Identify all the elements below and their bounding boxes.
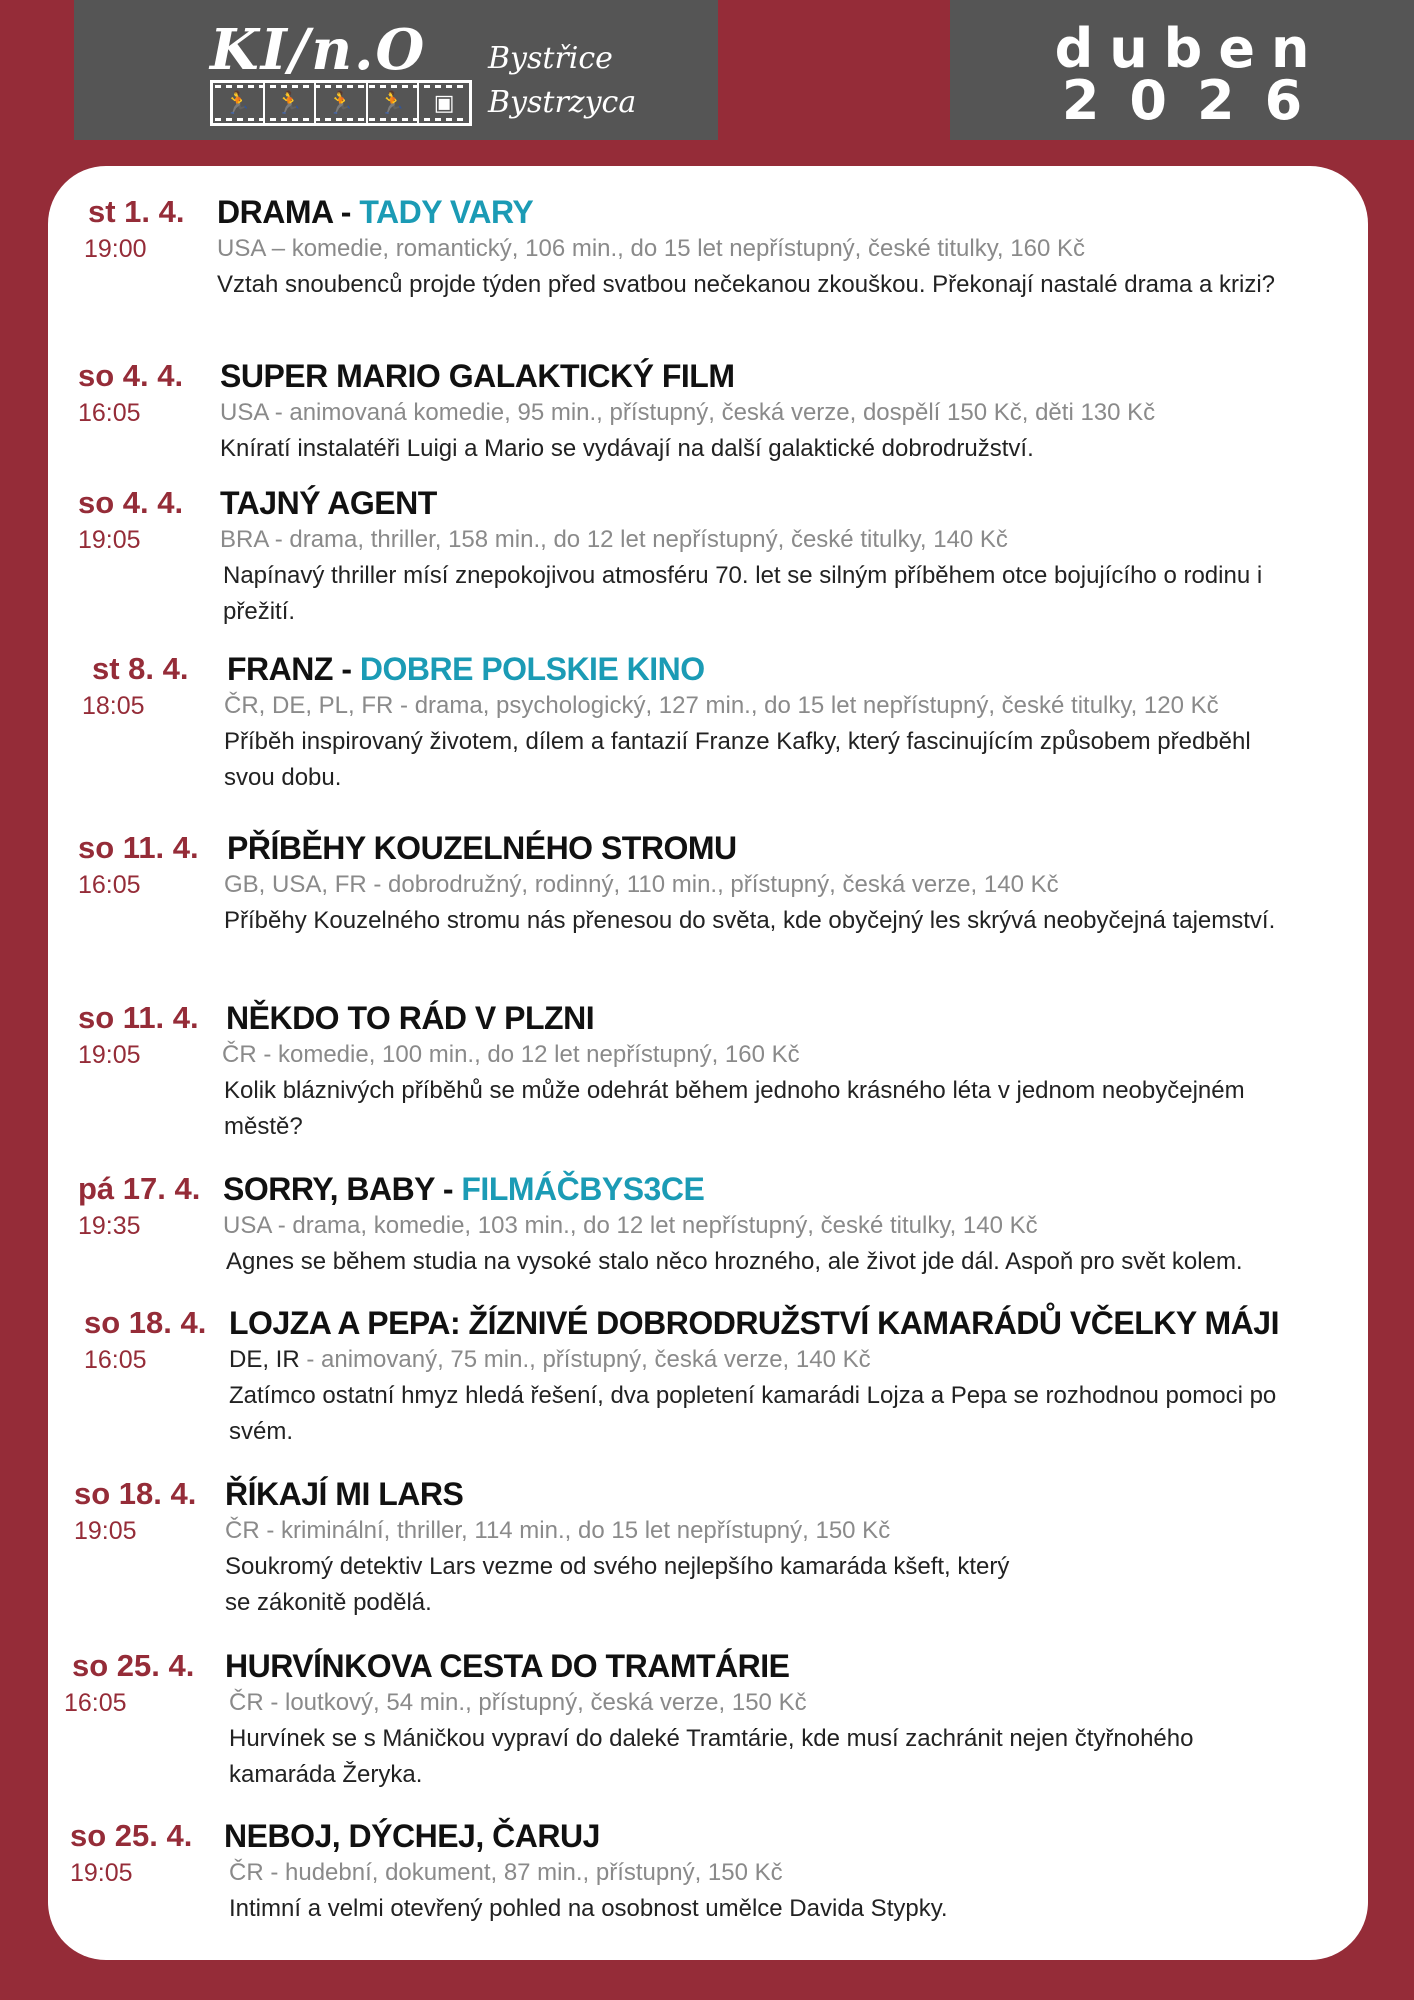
event-title: SUPER MARIO GALAKTICKÝ FILM: [220, 358, 735, 394]
event-day: so 25. 4.: [72, 1648, 195, 1683]
event-description: Zatímco ostatní hmyz hledá řešení, dva popletení kamarádi Lojza a Pepa se rozhodnou pomoci po svém.: [229, 1382, 1277, 1445]
event-time: 19:05: [74, 1517, 137, 1545]
event-title: LOJZA A PEPA: ŽÍZNIVÉ DOBRODRUŽSTVÍ KAMARÁDŮ VČELKY MÁJI: [229, 1305, 1279, 1341]
event-info: USA - animovaná komedie, 95 min., přístupný, česká verze, dospělí 150 Kč, děti 130 Kč: [220, 399, 1156, 426]
event-description: Kolik bláznivých příběhů se může odehrát během jednoho krásného léta v jednom neobyčejném městě?: [224, 1077, 1245, 1140]
event-time: 19:05: [70, 1859, 133, 1887]
program-year: 2026: [1061, 69, 1333, 132]
event-info: GB, USA, FR - dobrodružný, rodinný, 110 min., přístupný, česká verze, 140 Kč: [224, 871, 1059, 898]
event-description: Příběhy Kouzelného stromu nás přenesou do světa, kde obyčejný les skrývá neobyčejná tajemství.: [224, 907, 1276, 934]
event-time: 16:05: [84, 1346, 147, 1374]
event-day: pá 17. 4.: [78, 1171, 201, 1206]
event-info: USA – komedie, romantický, 106 min., do 15 let nepřístupný, české titulky, 160 Kč: [217, 235, 1085, 262]
event-day: so 11. 4.: [78, 1000, 199, 1035]
program-month-box: [950, 0, 1414, 140]
event-series: DOBRE POLSKIE KINO: [359, 651, 705, 687]
event-title: PŘÍBĚHY KOUZELNÉHO STROMU: [227, 830, 737, 866]
event-title: DRAMA - TADY VARY: [217, 194, 534, 230]
event-info: DE, IR - animovaný, 75 min., přístupný, česká verze, 140 Kč: [229, 1346, 871, 1373]
event-info: ČR - hudební, dokument, 87 min., přístupný, 150 Kč: [229, 1859, 783, 1886]
event-info: ČR, DE, PL, FR - drama, psychologický, 127 min., do 15 let nepřístupný, české titulky, 120 Kč: [224, 692, 1219, 719]
logo-wordmark: KI/n.O: [210, 17, 427, 83]
runner-icon: 🏃: [265, 83, 317, 123]
event-day: so 25. 4.: [70, 1818, 193, 1853]
runner-icon: 🏃: [316, 83, 368, 123]
projector-icon: ▣: [433, 90, 455, 115]
cinema-logo: [74, 0, 718, 140]
event-description: Vztah snoubenců projde týden před svatbou nečekanou zkouškou. Překonají nastalé drama a krizi?: [217, 271, 1275, 298]
program-month: duben: [1054, 17, 1326, 80]
event-time: 19:35: [78, 1212, 141, 1240]
event-description: Kníratí instalatéři Luigi a Mario se vydávají na další galaktické dobrodružství.: [220, 435, 1034, 462]
event-day: so 4. 4.: [78, 358, 184, 393]
event-description: Napínavý thriller mísí znepokojivou atmosféru 70. let se silným příběhem otce bojujícího o rodinu i přežití.: [223, 562, 1263, 625]
event-title: HURVÍNKOVA CESTA DO TRAMTÁRIE: [225, 1648, 790, 1684]
event-title: TAJNÝ AGENT: [220, 485, 437, 521]
event-description: Hurvínek se s Máničkou vypraví do daleké Tramtárie, kde musí zachránit nejen čtyřnohého kamaráda Žeryka.: [229, 1725, 1194, 1788]
event-day: so 18. 4.: [84, 1305, 207, 1340]
event-time: 19:05: [78, 526, 141, 554]
event-description: Agnes se během studia na vysoké stalo něco hrozného, ale život jde dál. Aspoň pro svět kolem.: [226, 1248, 1243, 1275]
event-time: 19:00: [84, 235, 147, 263]
event-title: SORRY, BABY - FILMÁČBYS3CE: [223, 1171, 705, 1207]
event-description: Příběh inspirovaný životem, dílem a fantazií Franze Kafky, který fascinujícím způsobem předběhl svou dobu.: [224, 728, 1251, 791]
event-info: USA - drama, komedie, 103 min., do 12 let nepřístupný, české titulky, 140 Kč: [223, 1212, 1038, 1239]
event-info: ČR - komedie, 100 min., do 12 let nepřístupný, 160 Kč: [222, 1041, 800, 1068]
logo-city-cz: Bystřice: [488, 41, 613, 76]
program-panel: [48, 166, 1368, 1960]
film-strip-icon: [210, 80, 472, 126]
event-description: Soukromý detektiv Lars vezme od svého nejlepšího kamaráda kšeft, který se zákonitě podělá.: [225, 1553, 1010, 1616]
event-title: ŘÍKAJÍ MI LARS: [225, 1476, 464, 1512]
event-description: Intimní a velmi otevřený pohled na osobnost umělce Davida Stypky.: [229, 1895, 948, 1922]
event-series: FILMÁČBYS3CE: [461, 1171, 705, 1207]
event-day: st 1. 4.: [88, 194, 185, 229]
event-time: 16:05: [78, 871, 141, 899]
event-title: NEBOJ, DÝCHEJ, ČARUJ: [224, 1818, 600, 1854]
event-day: so 4. 4.: [78, 485, 184, 520]
event-info: ČR - loutkový, 54 min., přístupný, česká verze, 150 Kč: [229, 1689, 807, 1716]
event-time: 16:05: [78, 399, 141, 427]
event-title: NĚKDO TO RÁD V PLZNI: [226, 1000, 595, 1036]
runner-icon: 🏃: [368, 83, 420, 123]
runner-icon: 🏃: [213, 83, 265, 123]
event-title: FRANZ - DOBRE POLSKIE KINO: [227, 651, 705, 687]
event-time: 16:05: [64, 1689, 127, 1717]
event-time: 18:05: [82, 692, 145, 720]
event-day: so 11. 4.: [78, 830, 199, 865]
event-info: BRA - drama, thriller, 158 min., do 12 let nepřístupný, české titulky, 140 Kč: [220, 526, 1008, 553]
event-day: so 18. 4.: [74, 1476, 197, 1511]
event-time: 19:05: [78, 1041, 141, 1069]
event-series: TADY VARY: [359, 194, 534, 230]
event-info: ČR - kriminální, thriller, 114 min., do 15 let nepřístupný, 150 Kč: [225, 1517, 891, 1544]
event-day: st 8. 4.: [92, 651, 189, 686]
logo-city-pl: Bystrzyca: [488, 85, 637, 120]
